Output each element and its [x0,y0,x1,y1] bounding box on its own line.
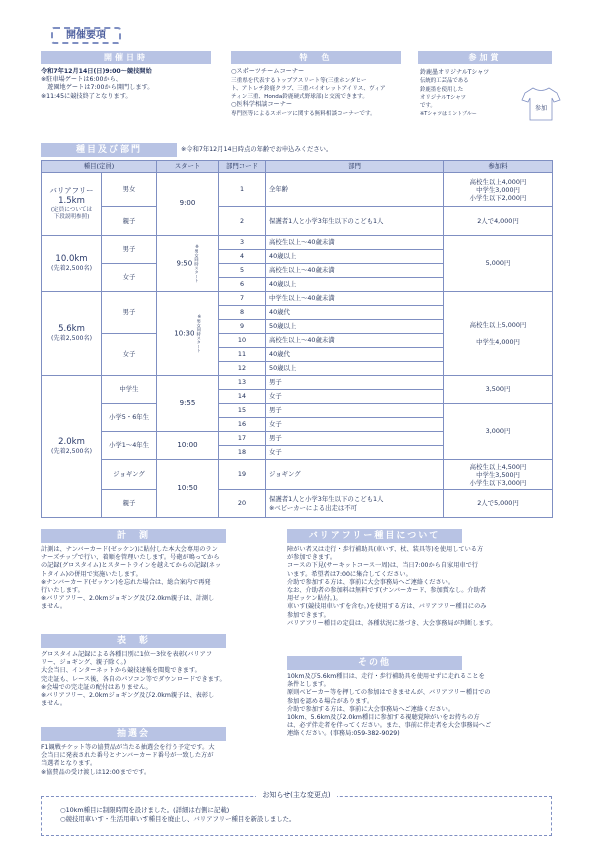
fee-cell [444,173,553,207]
tshirt-icon [521,86,561,122]
timing-body [41,546,284,612]
schedule-line: ※駐車場ゲートは6:00から、 [41,76,122,84]
dept-cell: ジョギング [266,460,444,490]
prize-line: です。 [420,103,436,110]
others-line: 参加を認める場合があります。 [287,697,374,705]
group-cell: 女子 [102,264,157,292]
code-cell: 3 [219,236,266,250]
lottery-line: ※協賛品の受け渡しは12:00までです。 [41,768,151,776]
fee-line: 高校生以上5,000円 [469,321,527,330]
schedule-line: 遊園地ゲートは7:00から開門します。 [41,84,154,92]
start-cell [157,236,219,292]
dept-cell: 女子 [266,418,444,432]
features-body [231,68,411,118]
features-line: 専門医等によるスポーツに関する無料相談コーナーです。 [231,111,376,118]
events-title: 種目及び部門 [41,143,177,157]
group-cell: 親子 [102,207,157,236]
awards-line: リー、ジョギング、親子除く。) [41,659,127,667]
timing-line: ※バリアフリー、2.0kmジョギング及び2.0km親子は、計測し [41,595,215,603]
prize-line: 鈴鹿墨オリジナルTシャツ [420,69,490,76]
start-cell: 9:55 [157,376,219,432]
code-cell: 16 [219,418,266,432]
dept-cell: 40歳以上 [266,250,444,264]
dept-cell: 全年齢 [266,173,444,207]
dept-cell: 高校生以上～40歳未満 [266,264,444,278]
header-tab: 開催要項 [51,27,121,44]
fee-cell [444,460,553,490]
barrier-free-name: バリアフリー [49,186,94,196]
prize-line: 伝統的工芸品である [420,78,469,85]
fee-cell: 2人で4,000円 [444,207,553,236]
events-note: ※令和7年12月14日時点の年齢でお申込みください。 [181,146,333,153]
group-cell: 男子 [102,236,157,264]
code-cell: 7 [219,292,266,306]
features-line: 三重県を代表するトップアスリート等(三重ホンダヒー [231,77,367,84]
code-cell: 13 [219,376,266,390]
timing-line: 行いたします。 [41,586,84,594]
timing-line: トタイム)の併用で実施いたします。 [41,570,142,578]
notice-title: お知らせ(主な変更点) [256,791,336,799]
five-km-distance: 5.6km [58,323,85,334]
features-line: ティン三重、Honda鈴鹿硬式野球部)と交流できます。 [231,94,368,101]
code-cell: 4 [219,250,266,264]
start-note: ※男女同時スタート [196,314,202,353]
events-table-body [41,172,553,518]
lottery-line: 会当日に発表された番号とナンバーカード番号が一致した方が [41,752,214,760]
others-title: その他 [287,656,462,670]
awards-line: グロスタイム記録による各種目別に1位～3位を表彰(バリアフ [41,651,213,658]
dept-cell: 50歳以上 [266,362,444,376]
notice-body [60,806,295,825]
fee-line: 中学生3,000円 [476,185,520,194]
dept-cell: 50歳以上 [266,320,444,334]
schedule-title: 開催日時 [41,51,211,64]
prize-line: 鈴鹿墨を使用した [420,86,464,93]
barrier-info-line: バリアフリー種目の定員は、各種状況に基づき、大会事務局が判断します。 [287,619,497,627]
barrier-free-cell [42,173,102,236]
notice-line: ○競技用車いす・生活用車いす種目を廃止し、バリアフリー種目を新設しました。 [60,815,296,824]
awards-title: 表 彰 [41,634,226,648]
prize-line: オリジナルTシャツ [420,95,467,102]
dept-cell: 高校生以上～40歳未満 [266,236,444,250]
awards-line: ※バリアフリー、2.0kmジョギング及び2.0km親子は、表彰し [41,691,215,699]
table-row [42,292,553,306]
fee-line: 中学生3,500円 [476,470,520,479]
schedule-body [41,68,226,101]
dept-cell: 中学生以上～40歳未満 [266,292,444,306]
group-cell: 女子 [102,334,157,376]
others-line: 条件とします。 [287,681,330,689]
group-cell: ジョギング [102,460,157,490]
barrier-info-line: 参加できます。 [287,611,330,619]
timing-line: ナーズチップで行い、着順を管理いたします。号砲が鳴ってから [41,554,220,562]
dept-cell: 女子 [266,390,444,404]
dept-cell: 40歳以上 [266,278,444,292]
group-cell: 小学1～4年生 [102,432,157,460]
prize-title: 参加賞 [418,51,552,64]
code-cell: 14 [219,390,266,404]
table-row [42,207,553,236]
start-cell [157,292,219,376]
fee-line: 高校生以上4,000円 [469,177,527,186]
code-cell: 15 [219,404,266,418]
schedule-date: 令和7年12月14日(日)9:00～競技開始 [41,68,152,75]
table-row [42,236,553,250]
others-line: 介助で参加する方は、事前に大会事務局へご連絡ください。 [287,705,455,713]
prize-body [420,68,520,119]
lottery-line: F1観戦チケット等の協賛品が当たる抽選会を行う予定です。大 [41,744,215,751]
ten-km-cell [42,236,102,292]
table-header-row [42,161,553,173]
others-line: 10km、5.6km及び2.0km種目に参加する視聴覚障がいをお持ちの方 [287,713,480,721]
dept-cell [266,490,444,518]
start-time: 10:30 [174,329,195,338]
lottery-body [41,744,284,777]
notice-line: ○10km種目に制限時間を設けました。(詳細は右側に記載) [60,806,230,814]
barrier-info-line: います。希望者は7:00に集合してください。 [287,570,412,578]
dept-cell: 男子 [266,376,444,390]
features-line: ○スポーツチームコーナー [231,68,305,75]
table-row [42,173,553,207]
awards-line: 大会当日、インターネットから競技速報を閲覧できます。 [41,667,201,675]
dept-cell: 女子 [266,446,444,460]
group-cell: 中学生 [102,376,157,404]
barrier-info-line: なお、介助者の参加料は無料です(ナンバーカード、参加賞なし。介助者 [287,586,486,594]
group-cell: 男女 [102,173,157,207]
header-cell: 部門 [266,161,444,173]
fee-line: 小学生以下2,000円 [469,193,527,202]
code-cell: 17 [219,432,266,446]
timing-line: 計測は、ナンバーカード(ゼッケン)に貼付した本大会専用のラン [41,546,218,553]
timing-title: 計 測 [41,529,226,543]
barrier-info-line: 用ゼッケン貼付。)。 [287,595,342,603]
code-cell: 5 [219,264,266,278]
prize-line: ※Tシャツはミントブルー [420,110,477,117]
tshirt-print: 参加 [534,105,548,112]
features-title: 特 色 [231,51,401,64]
fee-cell: 2人で5,000円 [444,490,553,518]
fee-cell [444,292,553,376]
start-cell: 9:00 [157,173,219,236]
code-cell: 18 [219,446,266,460]
features-line: ○医科学相談コーナー [231,101,293,109]
lottery-line: 当選者となります。 [41,760,97,768]
header-cell: 種目(定員) [42,161,157,173]
two-km-cell [42,376,102,518]
code-cell: 1 [219,173,266,207]
fee-line: 中学生4,000円 [476,337,520,346]
dept-cell: 保護者1人と小学3年生以下のこども1人 [266,207,444,236]
fee-line: 小学生以下3,000円 [469,478,527,487]
five-km-cell [42,292,102,376]
notice-box [41,791,552,836]
fee-cell: 3,500円 [444,376,553,404]
table-row [42,490,553,518]
barrier-info-line: 介助で参加する方は、事前に大会事務局へご連絡ください。 [287,578,455,586]
header-cell: スタート [157,161,219,173]
dept-cell: 男子 [266,432,444,446]
start-cell: 10:50 [157,460,219,518]
fee-cell: 3,000円 [444,404,553,460]
others-line: 10km及び5.6km種目は、走行・歩行補助具を使用せずに走れることを [287,673,485,680]
dept-line: ※ベビーカーによる出走は不可 [269,503,358,512]
code-cell: 19 [219,460,266,490]
code-cell: 11 [219,348,266,362]
group-cell: 小学5・6年生 [102,404,157,432]
two-km-distance: 2.0km [58,436,85,447]
dept-cell: 40歳代 [266,306,444,320]
header-cell: 参加料 [444,161,553,173]
others-body [287,673,553,739]
header-cell: 部門コード [219,161,266,173]
code-cell: 6 [219,278,266,292]
timing-line: ※ナンバーカード(ゼッケン)を忘れた場合は、総合案内で再発 [41,578,211,586]
five-km-capacity: (先着2,500名) [50,335,93,343]
two-km-capacity: (先着2,500名) [50,448,93,456]
barrier-info-line: コースの下見(サーキットコース一周)は、当日7:00から自家用車で行 [287,562,478,570]
barrier-info-line: が参加できます。 [287,554,337,562]
barrier-free-distance: 1.5km [58,195,85,206]
awards-line: ません。 [41,700,67,708]
features-line: ト、アトレチ鈴鹿クラブ、三重バイオレットアイリス、ヴィア [231,86,386,93]
dept-cell: 高校生以上～40歳未満 [266,334,444,348]
barrier-info-line: 障がい者又は走行・歩行補助具(車いす、杖、装具等)を使用している方 [287,546,484,553]
awards-body [41,651,284,708]
code-cell: 12 [219,362,266,376]
code-cell: 10 [219,334,266,348]
table-row [42,460,553,490]
barrier-info-body [287,546,553,628]
group-cell: 親子 [102,490,157,518]
barrier-info-title: バリアフリー種目について [287,529,462,543]
lottery-title: 抽選会 [41,727,226,741]
awards-line: 完走証も、レース後、各自のパソコン等でダウンロードできます。 [41,675,226,683]
timing-line: ません。 [41,603,67,611]
table-row [42,404,553,418]
ten-km-capacity: (先着2,500名) [50,265,93,273]
awards-line: ※会場での完走証の配付はありません。 [41,683,152,691]
start-cell: 10:00 [157,432,219,460]
fee-cell: 5,000円 [444,236,553,292]
barrier-free-note: (定員については [50,207,93,214]
code-cell: 2 [219,207,266,236]
code-cell: 8 [219,306,266,320]
notice-title-wrap [42,791,551,800]
others-line: 連絡ください。(事務局:059-382-9029) [287,730,400,738]
ten-km-distance: 10.0km [55,253,88,264]
fee-line: 高校生以上4,500円 [469,462,527,471]
dept-cell: 40歳代 [266,348,444,362]
dept-line: 保護者1人と小学3年生以下のこども1人 [269,495,384,504]
code-cell: 9 [219,320,266,334]
start-note: ※男女同時スタート [194,244,200,283]
others-line: は、必ず伴走者を伴ってください。また、事前に伴走者を大会事務局へご [287,722,492,730]
group-cell: 男子 [102,292,157,334]
code-cell: 20 [219,490,266,518]
dept-cell: 男子 [266,404,444,418]
start-time: 9:50 [176,259,193,268]
timing-line: の記録(グロスタイム)とスタートラインを越えてからの記録(ネッ [41,562,222,570]
others-line: 原則ベビーカー等を押しての参加はできませんが、バリアフリー種目での [287,689,491,697]
barrier-free-note: 下段説明参照) [53,214,90,221]
table-row [42,376,553,390]
schedule-line: ※11:45に競技終了となります。 [41,92,132,100]
barrier-info-line: 車いす(競技用車いすを含む。)を使用する方は、バリアフリー種目にのみ [287,603,487,611]
